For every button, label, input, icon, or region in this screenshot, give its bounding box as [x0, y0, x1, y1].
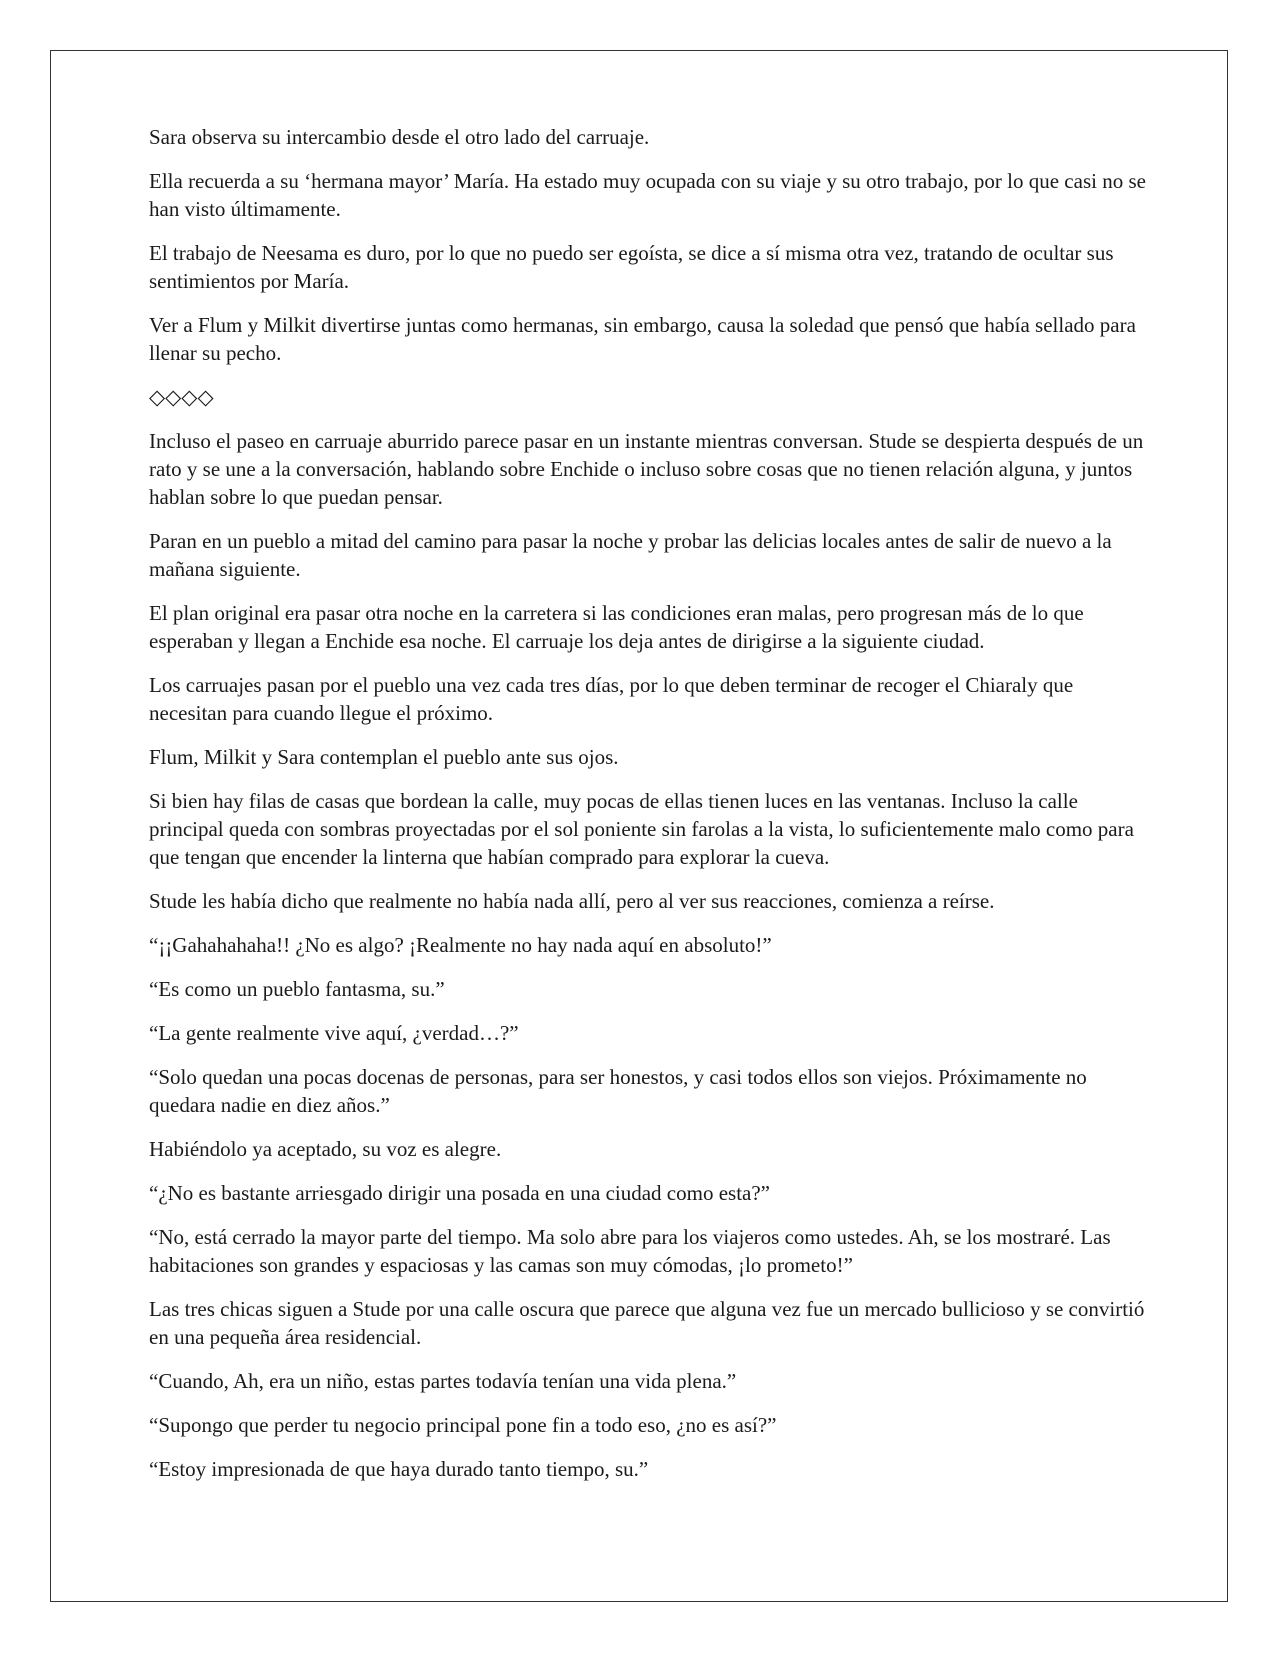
document-body — [149, 123, 1149, 1499]
dialogue-line: “Supongo que perder tu negocio principal pone fin a todo eso, ¿no es así?” — [149, 1413, 777, 1437]
dialogue-line: “Estoy impresionada de que haya durado tanto tiempo, su.” — [149, 1457, 649, 1481]
dialogue-line: “Solo quedan una pocas docenas de personas, para ser honestos, y casi todos ellos son viejos. Próximamente no quedara nadie en diez años.” — [149, 1065, 1087, 1117]
paragraph: Paran en un pueblo a mitad del camino para pasar la noche y probar las delicias locales antes de salir de nuevo a la mañana siguiente. — [149, 529, 1112, 581]
document-page — [50, 50, 1228, 1602]
dialogue-line: “Cuando, Ah, era un niño, estas partes todavía tenían una vida plena.” — [149, 1369, 737, 1393]
dialogue-line: “¡¡Gahahahaha!! ¿No es algo? ¡Realmente no hay nada aquí en absoluto!” — [149, 933, 772, 957]
paragraph: Ver a Flum y Milkit divertirse juntas como hermanas, sin embargo, causa la soledad que pensó que había sellado para llenar su pecho. — [149, 313, 1136, 365]
paragraph: Incluso el paseo en carruaje aburrido parece pasar en un instante mientras conversan. Stude se despierta después de un rato y se une a la conversación, hablando sobre Enchide o incluso sobre cosas que no tienen relación alguna, y juntos hablan sobre lo que puedan pensar. — [149, 429, 1144, 509]
dialogue-line: “Es como un pueblo fantasma, su.” — [149, 977, 445, 1001]
dialogue-line: “¿No es bastante arriesgado dirigir una posada en una ciudad como esta?” — [149, 1181, 770, 1205]
paragraph: Si bien hay filas de casas que bordean la calle, muy pocas de ellas tienen luces en las ventanas. Incluso la calle principal queda con sombras proyectadas por el sol poniente sin farolas a la vista, lo suficientemente malo como para que tengan que encender la linterna que habían comprado para explorar la cueva. — [149, 789, 1134, 869]
dialogue-line: “No, está cerrado la mayor parte del tiempo. Ma solo abre para los viajeros como ustedes. Ah, se los mostraré. Las habitaciones son grandes y espaciosas y las camas son muy cómodas, ¡lo prometo!” — [149, 1225, 1111, 1277]
scene-break: ◇◇◇◇ — [149, 385, 214, 409]
paragraph: El plan original era pasar otra noche en la carretera si las condiciones eran malas, pero progresan más de lo que esperaban y llegan a Enchide esa noche. El carruaje los deja antes de dirigirse a la siguiente ciudad. — [149, 601, 1084, 653]
paragraph: El trabajo de Neesama es duro, por lo que no puedo ser egoísta, se dice a sí misma otra vez, tratando de ocultar sus sentimientos por María. — [149, 241, 1114, 293]
paragraph: Habiéndolo ya aceptado, su voz es alegre. — [149, 1137, 502, 1161]
paragraph: Las tres chicas siguen a Stude por una calle oscura que parece que alguna vez fue un mercado bullicioso y se convirtió en una pequeña área residencial. — [149, 1297, 1145, 1349]
paragraph: Flum, Milkit y Sara contemplan el pueblo ante sus ojos. — [149, 745, 619, 769]
paragraph: Stude les había dicho que realmente no había nada allí, pero al ver sus reacciones, comienza a reírse. — [149, 889, 995, 913]
paragraph: Sara observa su intercambio desde el otro lado del carruaje. — [149, 125, 650, 149]
dialogue-line: “La gente realmente vive aquí, ¿verdad…?” — [149, 1021, 519, 1045]
paragraph: Los carruajes pasan por el pueblo una vez cada tres días, por lo que deben terminar de recoger el Chiaraly que necesitan para cuando llegue el próximo. — [149, 673, 1074, 725]
paragraph: Ella recuerda a su ‘hermana mayor’ María. Ha estado muy ocupada con su viaje y su otro trabajo, por lo que casi no se han visto últimamente. — [149, 169, 1146, 221]
